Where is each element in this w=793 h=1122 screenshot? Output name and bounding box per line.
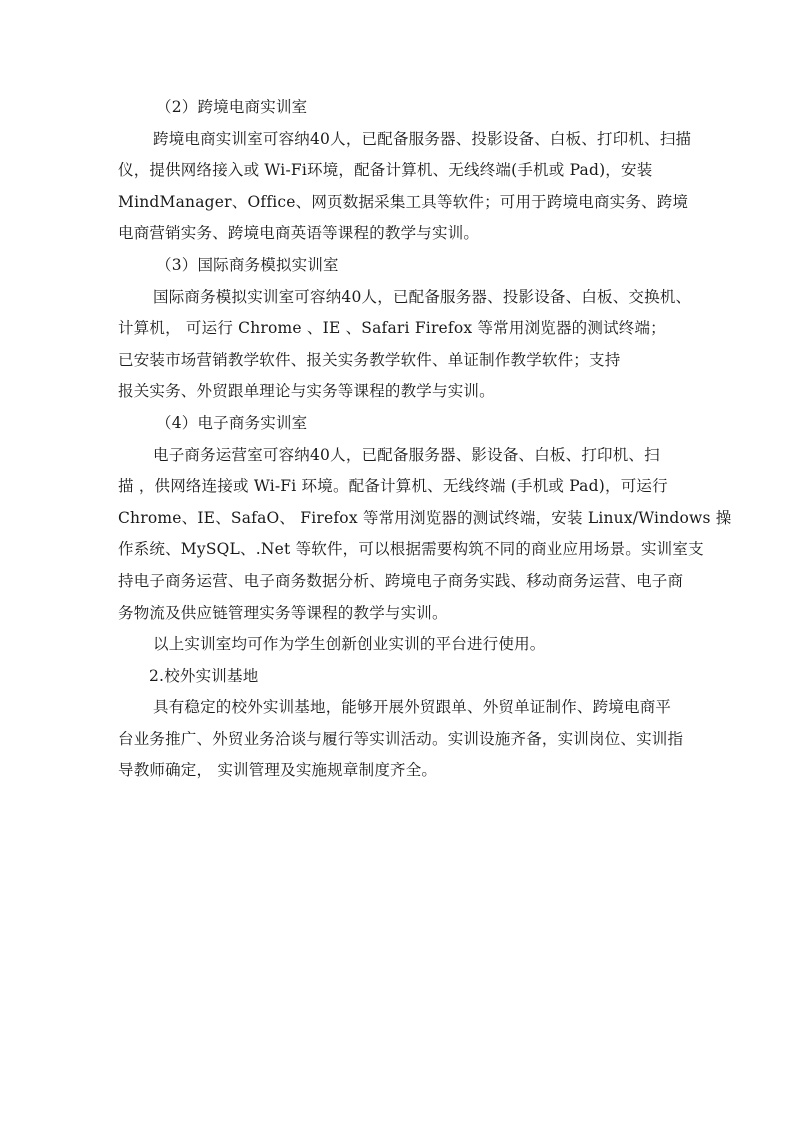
paragraph-line: 国际商务模拟实训室可容纳40人，已配备服务器、投影设备、白板、交换机、 <box>153 287 692 306</box>
paragraph-line: 电商营销实务、跨境电商英语等课程的教学与实训。 <box>118 224 480 243</box>
paragraph-line: 跨境电商实训室可容纳40人，已配备服务器、投影设备、白板、打印机、扫描 <box>153 129 692 148</box>
document-body <box>118 92 732 787</box>
paragraph-line: 台业务推广、外贸业务洽谈与履行等实训活动。实训设施齐备，实训岗位、实训指 <box>118 729 684 748</box>
section-heading-cross-border-lab: （2）跨境电商实训室 <box>156 98 308 116</box>
section-heading-ecommerce-lab: （4）电子商务实训室 <box>156 413 308 432</box>
paragraph-line: 作系统、MySQL、.Net 等软件，可以根据需要构筑不同的商业应用场景。实训室支 <box>118 540 704 559</box>
paragraph-line: 报关实务、外贸跟单理论与实务等课程的教学与实训。 <box>118 382 495 401</box>
paragraph-line: 务物流及供应链管理实务等课程的教学与实训。 <box>118 603 448 622</box>
paragraph-line: 具有稳定的校外实训基地，能够开展外贸跟单、外贸单证制作、跨境电商平 <box>153 698 672 717</box>
paragraph-line: 已安装市场营销教学软件、报关实务教学软件、单证制作教学软件；支持 <box>118 350 621 369</box>
summary-line: 以上实训室均可作为学生创新创业实训的平台进行使用。 <box>153 635 546 654</box>
section-heading-offsite-base: 2.校外实训基地 <box>149 666 259 685</box>
paragraph-line: Chrome、IE、SafaO、 Firefox 等常用浏览器的测试终端，安装 Linux/Windows 操 <box>118 508 732 527</box>
paragraph-line: 电子商务运营室可容纳40人，已配备服务器、影设备、白板、打印机、扫 <box>153 445 660 464</box>
paragraph-line: 计算机， 可运行 Chrome 、IE 、Safari Firefox 等常用浏览器的测试终端； <box>118 319 666 338</box>
paragraph-line: 导教师确定， 实训管理及实施规章制度齐全。 <box>118 761 438 780</box>
paragraph-line: 持电子商务运营、电子商务数据分析、跨境电子商务实践、移动商务运营、电子商 <box>118 571 684 590</box>
paragraph-line: MindManager、Office、网页数据采集工具等软件；可用于跨境电商实务、跨境 <box>118 192 689 211</box>
paragraph-line: 描 ，供网络连接或 Wi-Fi 环境。配备计算机、无线终端 (手机或 Pad)，可运行 <box>118 477 668 496</box>
section-heading-intl-business-lab: （3）国际商务模拟实训室 <box>156 255 339 274</box>
paragraph-line: 仪，提供网络接入或 Wi-Fi环境，配备计算机、无线终端(手机或 Pad)，安装 <box>118 161 653 180</box>
